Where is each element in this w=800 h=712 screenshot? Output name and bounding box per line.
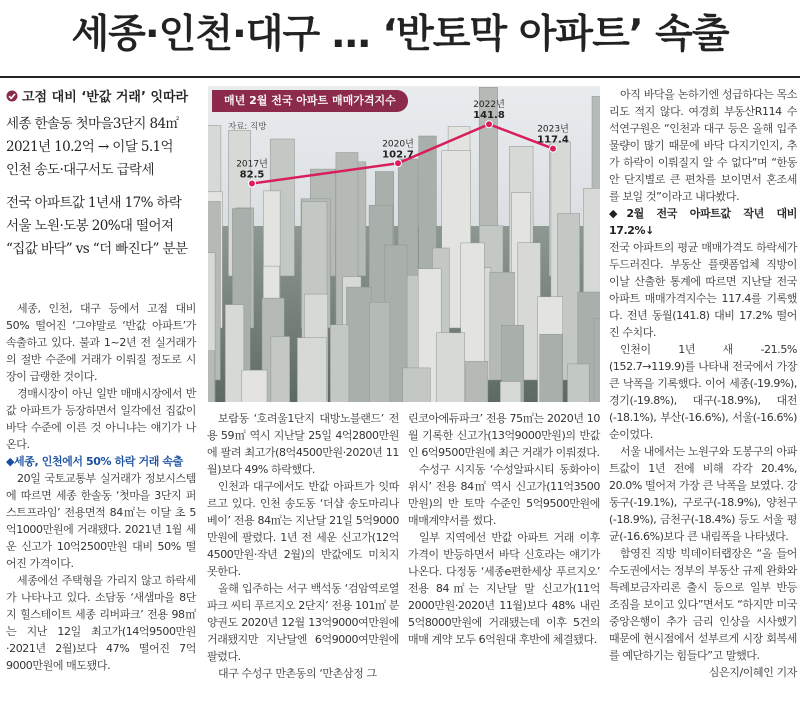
- paragraph: 서울 내에서는 노원구와 도봉구의 아파트값이 1년 전에 비해 각각 20.4%, 20.0% 떨어져 가장 큰 낙폭을 보였다. 강동구(-19.1%), 구로구(-18.9%), 양천구(-18.9%), 금천구(-18.4%) 등도 서울 평균(-16.6%)보다 큰 내림폭을 나타냈다.: [609, 445, 797, 543]
- paragraph: 아직 바닥을 논하기엔 성급하다는 목소리도 적지 않다. 여경희 부동산R114 수석연구원은 “인천과 대구 등은 올해 입주 물량이 많기 때문에 바닥 다지기인지, 추가 하락이 이뤄질지 알 수 없다”며 “한동안 단지별로 큰 편차를 보이면서 혼조세를 보일 것”이라고 내다봤다.: [609, 88, 797, 203]
- article-column-3: [408, 410, 600, 648]
- data-point: [395, 160, 402, 167]
- headline-rule: [0, 76, 800, 78]
- x-tick-label: 2023년: [537, 124, 569, 135]
- x-tick-label: 2017년: [236, 159, 268, 170]
- paragraph: 인천이 1년 새 -21.5%(152.7→119.9)를 나타내 전국에서 가장 큰 낙폭을 기록했다. 이어 세종(-19.9%), 경기(-19.8%), 대구(-18.9%), 대전(-18.1%), 부산(-16.6%), 서울(-16.6%) 순이었다.: [609, 343, 797, 441]
- headline: 세종·인천·대구 … ‘반토막 아파트’ 속출: [71, 12, 729, 57]
- lead-line: 전국 아파트값 1년새 17% 하락: [6, 195, 182, 211]
- x-tick-label: 2022년: [473, 100, 505, 111]
- subheading: ◆2월 전국 아파트값 작년 대비 17.2%↓: [609, 207, 797, 237]
- paragraph: 세종, 인천, 대구 등에서 고점 대비 50% 떨어진 ‘그야말로 ‘반값 아파트’가 속출하고 있다. 불과 1~2년 전 실거래가의 절반 수준에 거래가 이뤄질 정도로 시장이 급랭한 것이다.: [6, 302, 196, 383]
- data-label: 141.8: [473, 110, 505, 122]
- paragraph: 경매시장이 아닌 일반 매매시장에서 반값 아파트가 등장하면서 일각에선 집값이 바닥 수준에 이른 것 아니냐는 얘기가 나온다.: [6, 387, 196, 451]
- data-label: 82.5: [239, 169, 265, 181]
- paragraph: 대구 수성구 만촌동의 ‘만촌삼정 그: [218, 667, 377, 680]
- apartment-photo-with-chart: [208, 86, 600, 402]
- data-label: 102.7: [382, 149, 414, 161]
- price-index-chart: [208, 86, 600, 206]
- chart-source: 자료: 직방: [228, 122, 267, 132]
- data-point: [249, 180, 256, 187]
- lead-line: 인천 송도·대구서도 급락세: [6, 162, 154, 178]
- article-column-1: [6, 300, 196, 674]
- x-tick-label: 2020년: [382, 139, 414, 150]
- data-point: [550, 145, 557, 152]
- data-label: 117.4: [537, 134, 569, 146]
- chart-title: 매년 2월 전국 아파트 매매가격지수: [212, 90, 408, 112]
- article-column-4: [609, 86, 797, 681]
- data-point: [486, 121, 493, 128]
- paragraph: 올해 입주하는 서구 백석동 ‘검암역로열파크 씨티 푸르지오 2단지’ 전용 101㎡ 분양권도 2020년 12월 13억9000여만원에 거래됐지만 지난달엔 6억9000여만원에 팔렸다.: [207, 582, 399, 663]
- subheading: ◆세종, 인천에서 50% 하락 거래 속출: [6, 455, 183, 468]
- paragraph: 린코아에듀파크’ 전용 75㎡는 2020년 10월 기록한 신고가(13억9000만원)의 반값인 6억9500만원에 최근 거래가 이뤄졌다.: [408, 412, 600, 459]
- lead-block: [6, 86, 201, 261]
- paragraph: 인천과 대구에서도 반값 아파트가 잇따르고 있다. 인천 송도동 ‘더샵 송도마리나베이’ 전용 84㎡는 지난달 21일 5억9000만원에 팔렸다. 1년 전 세운 신고가(12억4500만원·작년 2월)의 반값에도 미치지 못한다.: [207, 480, 399, 578]
- paragraph: 보람동 ‘호려울1단지 대방노블랜드’ 전용 59㎡ 역시 지난달 25일 4억2800만원에 팔려 최고가(8억4500만원·2020년 11월)보다 49% 하락했다.: [207, 412, 399, 476]
- lead-tag: [6, 86, 201, 105]
- paragraph: 일부 지역에선 반값 아파트 거래 이후 가격이 반등하면서 바닥 신호라는 얘기가 나온다. 다정동 ‘세종e편한세상 푸르지오’ 전용 84㎡는 지난달 말 신고가(11억2000만원·2020년 11월)보다 48% 내린 5억8000만원에 거래됐는데 이후 5건의 매매 계약 모두 6억원대 후반에 체결됐다.: [408, 531, 600, 646]
- lead-line: “집값 바닥” vs “더 빠진다” 분분: [6, 241, 188, 257]
- lead-line: 2021년 10.2억 → 이달 5.1억: [6, 139, 173, 155]
- paragraph: 수성구 시지동 ‘수성알파시티 동화아이위시’ 전용 84㎡ 역시 신고가(11억3500만원)의 반 토막 수준인 5억9500만원에 매매계약서를 썼다.: [408, 463, 600, 527]
- lead-line: 서울 노원·도봉 20%대 떨어져: [6, 218, 174, 234]
- lead-tag-text: 고점 대비 ‘반값 거래’ 잇따라: [22, 90, 189, 105]
- article-column-2: [207, 410, 399, 682]
- byline: 심은지/이혜인 기자: [708, 666, 797, 679]
- paragraph: 세종에선 주택형을 가리지 않고 하락세가 나타나고 있다. 소담동 ‘새샘마을 8단지 힐스테이트 세종 리버파크’ 전용 98㎡는 지난 12일 최고가(14억9500만원·2021년 2월)보다 47% 떨어진 7억9000만원에 매도됐다.: [6, 574, 196, 672]
- lead-line: 세종 한솔동 첫마을3단지 84㎡: [6, 116, 179, 132]
- check-icon: [6, 90, 18, 102]
- paragraph: 함영진 직방 빅데이터랩장은 “올 들어 수도권에서는 정부의 부동산 규제 완화와 특례보금자리론 출시 등으로 일부 반등 조짐을 보이고 있다”면서도 “하지만 미국 중앙은행이 추가 금리 인상을 시사했기 때문에 현시점에서 섣부르게 시장 회복세를 예단하기는 힘들다”고 말했다.: [609, 547, 797, 662]
- paragraph: 20일 국토교통부 실거래가 정보시스템에 따르면 세종 한솔동 ‘첫마을 3단지 퍼스트프라임’ 전용면적 84㎡는 이달 초 5억1000만원에 거래됐다. 2021년 1월 세운 신고가 10억2500만원 대비 50% 떨어진 가격이다.: [6, 472, 196, 570]
- paragraph: 전국 아파트의 평균 매매가격도 하락세가 두드러진다. 부동산 플랫폼업체 직방이 이날 산출한 통계에 따르면 지난달 전국 아파트 매매가격지수는 117.4를 기록했다. 전년 동월(141.8) 대비 17.2% 떨어진 수치다.: [609, 241, 797, 339]
